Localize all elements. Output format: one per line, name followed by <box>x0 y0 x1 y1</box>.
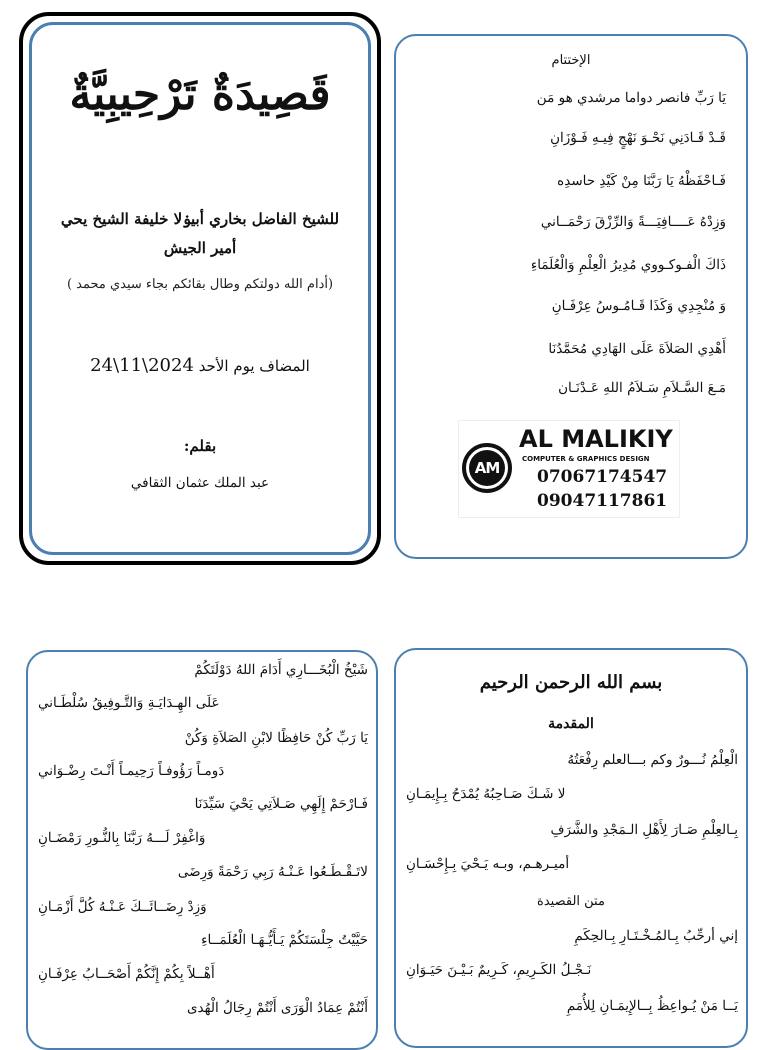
intro-panel <box>394 648 748 1048</box>
intro-line: لا شَـكَ صَـاحِبُهُ يُمْدَحُ بِـإِيمَـانِ <box>406 786 566 802</box>
phone-number: 09047117861 <box>537 491 668 511</box>
date-line <box>32 355 368 376</box>
intro-heading: المقدمة <box>548 716 594 732</box>
intro-line: أميـرهـم، وبـه يَـحْيَ بِـإِحْسَـانِ <box>406 856 570 872</box>
poem-line: أَنْتُمْ عِمَادُ الْوَرَى أَنْتُمْ رِجَالُ الْهُدى <box>186 1000 368 1016</box>
date-value: 24\11\2024 <box>90 355 194 376</box>
author-name: عبد الملك عثمان الثقافي <box>130 475 270 491</box>
intro-line: بِـالعِلْمِ صَـارَ لِأَهْلِ الـمَجْدِ والشَّرَفِ <box>550 822 738 838</box>
body-line: إني أرحِّبُ بِـالمُـخْـتَـارِ بِـالحِكَمِ <box>574 928 738 944</box>
poem-panel <box>26 650 378 1050</box>
author-line: للشيخ الفاضل بخاري أبيۏلا خليفة الشيخ يحي أمير الجيش <box>60 210 340 257</box>
cover-panel <box>29 22 371 555</box>
poem-line: وَزِدْ رِضَــائَــكَ عَـنْـهُ كُلَّ أَزْمَـانِ <box>38 899 207 915</box>
body-line: يَــا مَنْ يُـواعِظُ بِــالإِيمَـانِ لِلأُمَمِ <box>566 998 738 1014</box>
body-line: نَـجْـلُ الكَـرِيمِ، كَـرِيمٌ بَـيْـنَ حَيَـوَانِ <box>406 962 592 978</box>
poem-line: فَـارْحَمْ إِلَهِي صَـلاَتِي يَحْيَ سَيِّدَنَا <box>194 796 368 812</box>
closing-line: أَهْدِي الصَلاَةَ عَلَى الهَادِي مُحَمَّدُنَا <box>548 341 726 357</box>
logo-tagline: COMPUTER & GRAPHICS DESIGN <box>522 455 650 463</box>
poem-line: عَلَى الهِـدَايَـةِ وَالتَّـوفِيقُ سُلْطَـاني <box>38 695 220 711</box>
closing-line: قَـدْ قَـادَنِي نَحْـوَ نَهْجٍ فِيـهِ فَـوْزَانِ <box>550 130 726 146</box>
logo-brand: AL MALIKIY <box>519 425 673 453</box>
by-label: بقلم: <box>183 437 217 455</box>
poem-title: قَصِيدَةٌ تَرْحِيبِيَّةٌ <box>69 69 331 120</box>
poem-line: أَهْــلاً بِكُمْ إِنَّكُمْ أَصْحَــابُ عِرْفَـانِ <box>38 966 215 982</box>
closing-line: ذَاكَ الْفـوكـووي مُدِيرُ الْعِلْمِ وَالْعُلَمَاءِ <box>530 257 726 273</box>
closing-panel <box>394 34 748 559</box>
poem-line: شَيْخُ الْبُخَـــارِي أَدَامَ اللهُ دَوْلَتَكُمْ <box>194 662 368 678</box>
poem-line: دَومـاً رَؤُوفـاً رَحِيمـاً أَنْـتَ رِضْـوَاني <box>38 763 225 779</box>
poem-line: وَاغْفِرْ لَـــهُ رَبَّنَا بِالنُّـورِ رَمْضَـانِ <box>38 830 206 846</box>
poem-line: حَيَّيْتُ جِلْسَتَكُمْ يَـأَيُّـهَـا الْعُلَمَــاءِ <box>201 932 368 948</box>
closing-line: وَزِدْهُ عَــــافِيَـــةً وَالرِّزْقَ رَحْمَــاني <box>540 214 726 230</box>
poem-line: يَا رَبِّ كُنْ حَافِظًا لابْنِ الصَلاَةِ وَكُنْ <box>184 730 368 746</box>
closing-line: مَـعَ السَّـلاَمِ سَـلاَمُ اللهِ عَـدْنَـان <box>558 380 726 396</box>
date-label: المضاف يوم الأحد <box>198 357 310 375</box>
intro-line: الْعِلْمُ نُـــورٌ وكم بـــالعلم رِفْعَتُهُ <box>567 752 738 768</box>
basmala: بسم الله الرحمن الرحيم <box>479 672 663 693</box>
closing-line: يَا رَبِّ فانصر دواما مرشدي هو مَن <box>536 90 726 106</box>
poem-line: لاتَـقْـطَـعُوا عَـنْـهُ رَبِي رَحْمَةً وَرِضَى <box>177 864 368 880</box>
al-malikiy-logo <box>458 420 680 518</box>
prayer-line: (أدام الله دولتكم وطال بقائكم بجاء سيدي محمد ) <box>66 277 334 292</box>
am-monogram-icon: AM <box>462 443 512 493</box>
phone-number: 07067174547 <box>537 467 668 487</box>
body-subheading: متن القصيدة <box>537 894 605 909</box>
closing-line: فَـاحْفَظْهُ يَا رَبَّنَا مِنْ كَيْدِ حاسدِه <box>557 173 726 189</box>
closing-line: وَ مُنْجِدِي وَكَذَا قَـامُـوسُ عِرْفَـانِ <box>551 298 726 314</box>
closing-heading: الإختتام <box>551 53 591 68</box>
